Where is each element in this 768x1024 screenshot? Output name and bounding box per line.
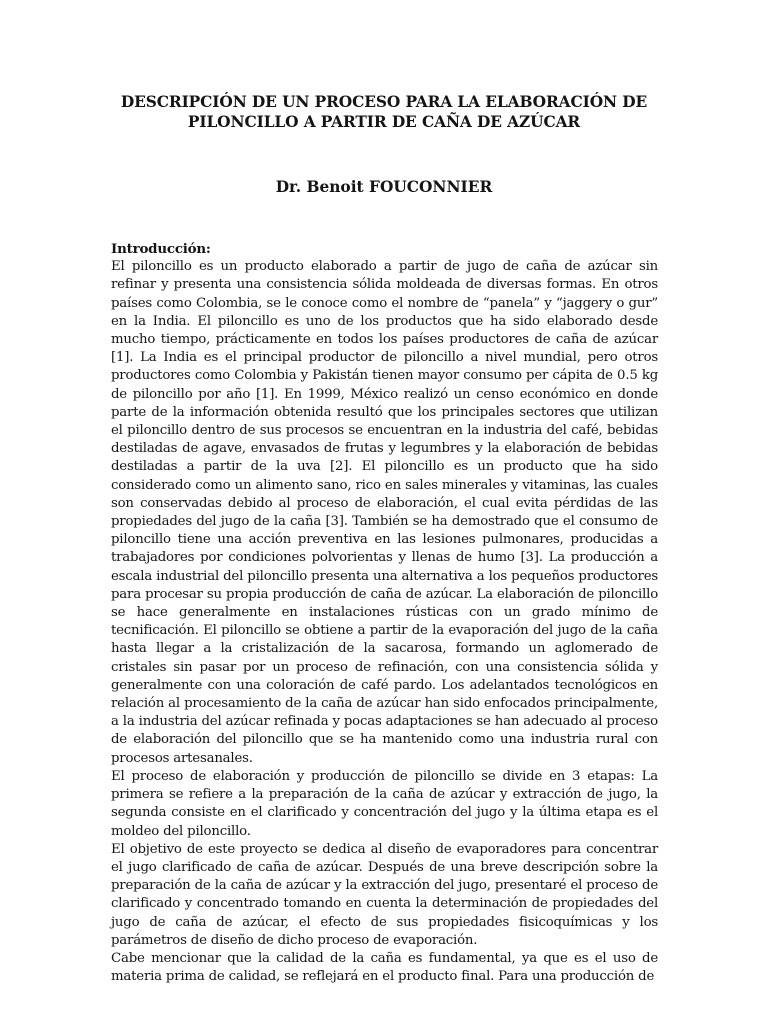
paragraph: El piloncillo es un producto elaborado a partir de jugo de caña de azúcar sin refinar y presenta una consistencia sólida moldeada de diversas formas. En otros países como Colombia, se le conoce como el nombre de “panela” y “jaggery o gur” en la India. El piloncillo es uno de los productos que ha sido elaborado desde mucho tiempo, prácticamente en todos los países productores de caña de azúcar [1]. La India es el principal productor de piloncillo a nivel mundial, pero otros productores como Colombia y Pakistán tienen mayor consumo per cápita de 0.5 kg de piloncillo por año [1]. En 1999, México realizó un censo económico en donde parte de la información obtenida resultó que los principales sectores que utilizan el piloncillo dentro de sus procesos se encuentran en la industria del café, bebidas destiladas de agave, envasados de frutas y legumbres y la elaboración de bebidas destiladas a partir de la uva [2]. El piloncillo es un producto que ha sido considerado como un alimento sano, rico en sales minerales y vitaminas, las cuales son conservadas debido al proceso de elaboración, el cual evita pérdidas de las propiedades del jugo de la caña [3]. También se ha demostrado que el consumo de piloncillo tiene una acción preventiva en las lesiones pulmonares, producidas a trabajadores por condiciones polvorientas y llenas de humo [3]. La producción a escala industrial del piloncillo presenta una alternativa a los pequeños productores para procesar su propia producción de caña de azúcar. La elaboración de piloncillo se hace generalmente en instalaciones rústicas con un grado mínimo de tecnificación. El piloncillo se obtiene a partir de la evaporación del jugo de la caña hasta llegar a la cristalización de la sacarosa, formando un aglomerado de cristales sin pasar por un proceso de refinación, con una consistencia sólida y generalmente con una coloración de café pardo. Los adelantados tecnológicos en relación al procesamiento de la caña de azúcar han sido enfocados principalmente, a la industria del azúcar refinada y pocas adaptaciones se han adecuado al proceso de elaboración del piloncillo que se ha mantenido como una industria rural con procesos artesanales. <box>111 259 658 766</box>
section-heading: Introducción: <box>111 241 211 257</box>
author-name: Dr. Benoit FOUCONNIER <box>275 178 493 196</box>
document-body <box>111 240 658 986</box>
document-title: DESCRIPCIÓN DE UN PROCESO PARA LA ELABORACIÓN DE PILONCILLO A PARTIR DE CAÑA DE AZÚCAR <box>120 93 648 131</box>
paragraph: El objetivo de este proyecto se dedica al diseño de evaporadores para concentrar el jugo clarificado de caña de azúcar. Después de una breve descripción sobre la preparación de la caña de azúcar y la extracción del jugo, presentaré el proceso de clarificado y concentrado tomando en cuenta la determinación de propiedades del jugo de caña de azúcar, el efecto de sus propiedades fisicoquímicas y los parámetros de diseño de dicho proceso de evaporación. <box>111 841 658 948</box>
paragraph: El proceso de elaboración y producción de piloncillo se divide en 3 etapas: La primera se refiere a la preparación de la caña de azúcar y extracción de jugo, la segunda consiste en el clarificado y concentración del jugo y la última etapa es el moldeo del piloncillo. <box>111 768 658 839</box>
paragraph: Cabe mencionar que la calidad de la caña es fundamental, ya que es el uso de materia prima de calidad, se reflejará en el producto final. Para una producción de <box>111 950 658 985</box>
